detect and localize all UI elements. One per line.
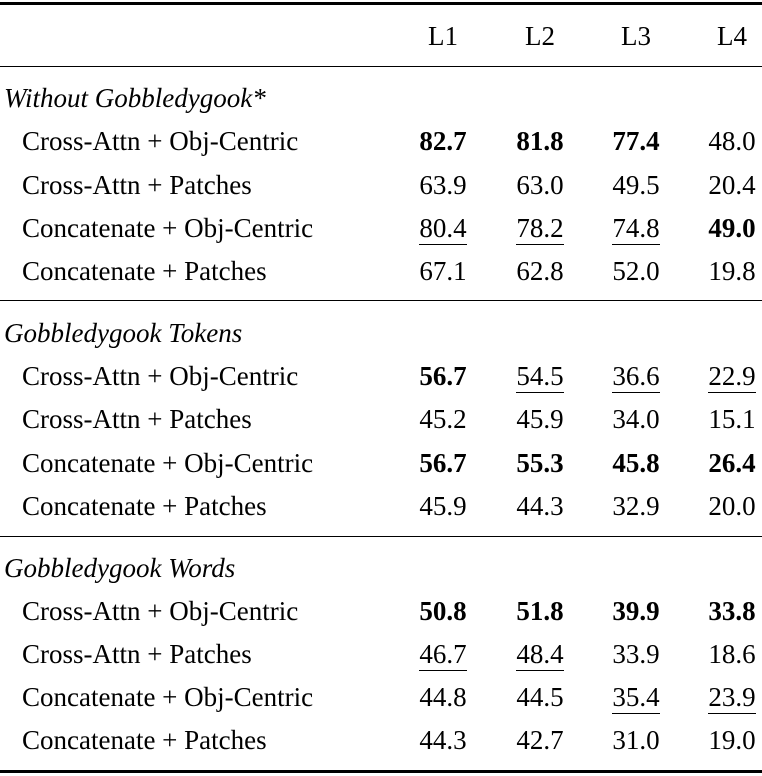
value-l4: 19.0 xyxy=(708,725,756,755)
column-header-l1: L1 xyxy=(428,21,458,51)
value-l3: 34.0 xyxy=(612,404,660,434)
row-label: Cross-Attn + Patches xyxy=(22,170,252,200)
value-l3: 36.6 xyxy=(612,361,660,391)
value-l2: 51.8 xyxy=(516,596,564,626)
value-l2: 48.4 xyxy=(516,639,564,669)
row-label: Cross-Attn + Obj-Centric xyxy=(22,596,299,626)
value-l1: 45.2 xyxy=(419,404,467,434)
value-l3: 77.4 xyxy=(612,126,660,156)
value-l4: 15.1 xyxy=(708,404,756,434)
value-l3: 33.9 xyxy=(612,639,660,669)
value-l4: 20.4 xyxy=(708,170,756,200)
value-l2: 44.5 xyxy=(516,682,564,712)
value-l2: 45.9 xyxy=(516,404,564,434)
column-header-l4: L4 xyxy=(717,21,747,51)
value-l1: 82.7 xyxy=(419,126,467,156)
value-l3: 35.4 xyxy=(612,682,660,712)
value-l4: 33.8 xyxy=(708,596,756,626)
value-l3: 74.8 xyxy=(612,213,660,243)
section-rule xyxy=(0,536,762,537)
value-l2: 42.7 xyxy=(516,725,564,755)
table-row xyxy=(0,165,762,205)
table-row xyxy=(0,208,762,248)
row-label: Concatenate + Obj-Centric xyxy=(22,213,314,243)
value-l1: 46.7 xyxy=(419,639,467,669)
top-rule xyxy=(0,2,762,5)
value-l2: 78.2 xyxy=(516,213,564,243)
row-label: Concatenate + Patches xyxy=(22,256,267,286)
value-l4: 20.0 xyxy=(708,491,756,521)
value-l3: 32.9 xyxy=(612,491,660,521)
table-row xyxy=(0,677,762,717)
row-label: Concatenate + Patches xyxy=(22,491,267,521)
value-l1: 45.9 xyxy=(419,491,467,521)
value-l1: 67.1 xyxy=(419,256,467,286)
value-l1: 44.3 xyxy=(419,725,467,755)
section-title-gobbledygook-tokens: Gobbledygook Tokens xyxy=(4,318,243,348)
row-label: Concatenate + Obj-Centric xyxy=(22,448,314,478)
table-row xyxy=(0,121,762,161)
value-l2: 55.3 xyxy=(516,448,564,478)
table-row xyxy=(0,399,762,439)
value-l3: 52.0 xyxy=(612,256,660,286)
table-row xyxy=(0,634,762,674)
table-row xyxy=(0,591,762,631)
value-l2: 44.3 xyxy=(516,491,564,521)
value-l1: 50.8 xyxy=(419,596,467,626)
value-l2: 62.8 xyxy=(516,256,564,286)
value-l4: 23.9 xyxy=(708,682,756,712)
value-l2: 54.5 xyxy=(516,361,564,391)
value-l4: 48.0 xyxy=(708,126,756,156)
value-l4: 19.8 xyxy=(708,256,756,286)
value-l1: 63.9 xyxy=(419,170,467,200)
value-l1: 80.4 xyxy=(419,213,467,243)
value-l3: 31.0 xyxy=(612,725,660,755)
section-title-without-gobbledygook: Without Gobbledygook* xyxy=(4,83,266,113)
column-header-l2: L2 xyxy=(525,21,555,51)
section-title-gobbledygook-words: Gobbledygook Words xyxy=(4,553,236,583)
section-rule xyxy=(0,300,762,301)
row-label: Cross-Attn + Patches xyxy=(22,639,252,669)
row-label: Concatenate + Patches xyxy=(22,725,267,755)
value-l2: 63.0 xyxy=(516,170,564,200)
row-label: Cross-Attn + Patches xyxy=(22,404,252,434)
bottom-rule xyxy=(0,770,762,773)
header-row xyxy=(0,16,762,56)
row-label: Concatenate + Obj-Centric xyxy=(22,682,314,712)
value-l3: 49.5 xyxy=(612,170,660,200)
value-l4: 26.4 xyxy=(708,448,756,478)
row-label: Cross-Attn + Obj-Centric xyxy=(22,361,299,391)
value-l1: 56.7 xyxy=(419,448,467,478)
table-row xyxy=(0,720,762,760)
table-row xyxy=(0,443,762,483)
header-rule xyxy=(0,66,762,67)
value-l4: 18.6 xyxy=(708,639,756,669)
value-l3: 45.8 xyxy=(612,448,660,478)
table-row xyxy=(0,486,762,526)
column-header-l3: L3 xyxy=(621,21,651,51)
value-l3: 39.9 xyxy=(612,596,660,626)
table-row xyxy=(0,356,762,396)
row-label: Cross-Attn + Obj-Centric xyxy=(22,126,299,156)
value-l1: 56.7 xyxy=(419,361,467,391)
value-l4: 49.0 xyxy=(708,213,756,243)
value-l1: 44.8 xyxy=(419,682,467,712)
value-l4: 22.9 xyxy=(708,361,756,391)
value-l2: 81.8 xyxy=(516,126,564,156)
table-row xyxy=(0,251,762,291)
